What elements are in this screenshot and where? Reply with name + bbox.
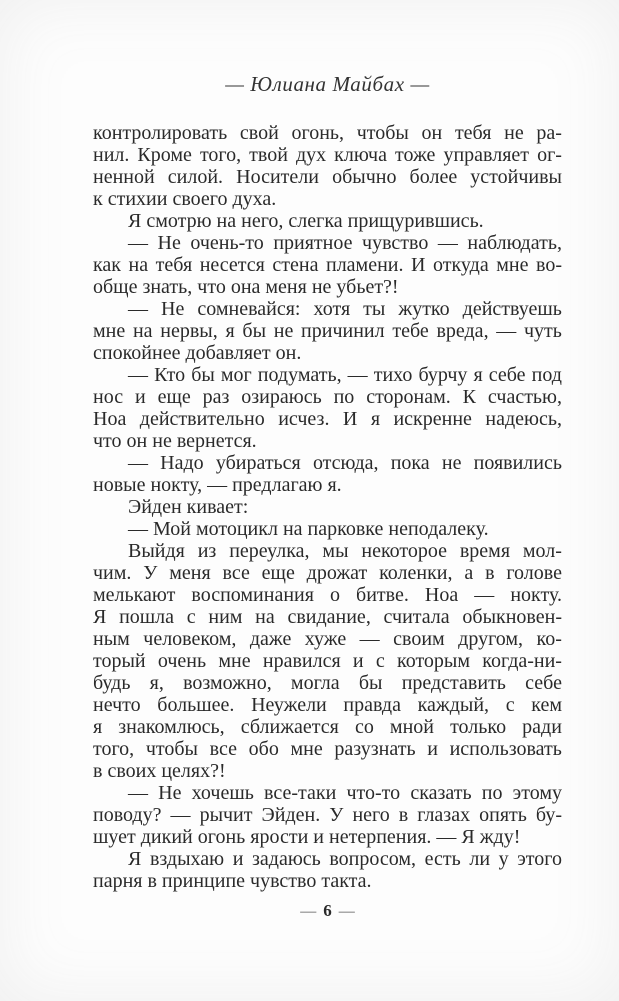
word: счастью, xyxy=(487,386,562,408)
word: сказать xyxy=(410,782,472,804)
word: бу- xyxy=(535,804,562,826)
word: К xyxy=(462,386,477,408)
word: надеюсь, xyxy=(485,408,562,430)
text-line xyxy=(93,298,562,320)
word: мной xyxy=(389,716,434,738)
word: откуда xyxy=(433,254,489,276)
word: сомневайся: xyxy=(197,298,301,320)
text-line xyxy=(93,364,562,386)
word: все xyxy=(222,562,250,584)
text-line xyxy=(93,694,562,716)
word: использовать xyxy=(449,738,562,760)
word: рычит xyxy=(199,804,253,826)
word: чим. xyxy=(93,562,132,584)
word: бы xyxy=(242,320,267,342)
word: Выйдя xyxy=(128,540,185,562)
text-line: шует дикий огонь ярости и нетерпения. — Я жду! xyxy=(93,826,521,848)
word: тихо xyxy=(373,364,413,386)
word: подумать, xyxy=(257,364,342,386)
word: Кроме xyxy=(137,144,192,166)
word: когда-ни- xyxy=(482,650,562,672)
word: под xyxy=(531,364,562,386)
word: того, xyxy=(199,144,242,166)
word: кем xyxy=(531,694,562,716)
word: ра- xyxy=(536,122,562,144)
word: все xyxy=(209,738,237,760)
text-line xyxy=(93,452,562,474)
text-line xyxy=(93,782,562,804)
word: я xyxy=(473,364,483,386)
word: стена xyxy=(272,254,319,276)
word: Кто xyxy=(154,364,186,386)
word: будь xyxy=(93,672,131,694)
word: И xyxy=(411,254,426,276)
word: Я xyxy=(93,606,107,628)
text-line xyxy=(93,606,562,628)
word: управляет xyxy=(443,144,530,166)
word: человеком, xyxy=(143,628,237,650)
text-line xyxy=(93,650,562,672)
word: каждый, xyxy=(417,694,490,716)
text-line xyxy=(93,738,562,760)
text-line: новые нокту, — предлагаю я. xyxy=(93,474,342,496)
word: ненной xyxy=(93,166,155,188)
word: наблюдать, xyxy=(467,232,562,254)
footer-page-number: 6 xyxy=(323,901,332,920)
text-line xyxy=(93,628,562,650)
word: хотя xyxy=(313,298,351,320)
word: твой xyxy=(249,144,288,166)
word: поводу? xyxy=(93,804,162,826)
page-body-text xyxy=(93,122,562,892)
word: дрожат xyxy=(306,562,368,584)
word: меня xyxy=(169,562,211,584)
word: пока xyxy=(390,452,430,474)
word: в xyxy=(485,562,495,584)
text-line: Я смотрю на него, слегка прищурившись. xyxy=(128,210,484,232)
word: даже xyxy=(249,628,292,650)
word: о xyxy=(330,584,340,606)
word: свидание, xyxy=(287,606,371,628)
word: вреда, xyxy=(436,320,489,342)
word: я xyxy=(225,320,235,342)
word: и xyxy=(352,650,364,672)
text-line: обще знать, что она меня не убьет?! xyxy=(93,276,399,298)
word: нос xyxy=(93,386,124,408)
text-line xyxy=(93,804,562,826)
word: Надо xyxy=(160,452,204,474)
word: дух xyxy=(295,144,327,166)
word: причинил xyxy=(301,320,385,342)
word: Носители xyxy=(236,166,319,188)
text-line xyxy=(93,562,562,584)
word: себе xyxy=(525,672,562,694)
word: и xyxy=(232,848,244,870)
word: с xyxy=(375,650,385,672)
word: — xyxy=(359,628,380,650)
word: чуть xyxy=(524,320,562,342)
word: ог- xyxy=(537,144,562,166)
word: огонь, xyxy=(291,122,345,144)
word: чтобы xyxy=(145,738,198,760)
word: ним xyxy=(208,606,243,628)
text-line xyxy=(93,386,562,408)
word: нечто xyxy=(93,694,141,716)
word: во- xyxy=(536,254,562,276)
word: и xyxy=(427,738,438,760)
word: — xyxy=(170,804,191,826)
word: действительно xyxy=(139,408,265,430)
word: Ноа xyxy=(424,584,459,606)
word: ным xyxy=(93,628,130,650)
text-line: что он не вернется. xyxy=(93,430,257,452)
word: я xyxy=(93,716,103,738)
word: — xyxy=(496,320,517,342)
word: нервы, xyxy=(160,320,218,342)
word: свой xyxy=(239,122,279,144)
footer-dash-right: — xyxy=(338,903,355,920)
word: мог xyxy=(220,364,252,386)
word: искренне xyxy=(393,408,472,430)
word: в xyxy=(398,804,409,826)
word: с xyxy=(505,694,515,716)
word: мне xyxy=(218,650,251,672)
word: действуешь xyxy=(462,298,562,320)
word: ко- xyxy=(536,628,562,650)
word: — xyxy=(128,452,148,474)
word: приятное xyxy=(273,232,353,254)
word: очень-то xyxy=(190,232,264,254)
word: вопросом, xyxy=(329,848,417,870)
word: пламени. xyxy=(325,254,404,276)
word: этому xyxy=(512,782,562,804)
word: я, xyxy=(149,672,164,694)
word: более xyxy=(409,166,458,188)
word: голове xyxy=(506,562,562,584)
word: этого xyxy=(517,848,562,870)
word: считала xyxy=(383,606,450,628)
text-line xyxy=(93,166,562,188)
word: битве. xyxy=(356,584,409,606)
word: время xyxy=(459,540,511,562)
word: появились xyxy=(473,452,562,474)
word: не xyxy=(504,122,524,144)
text-line xyxy=(93,254,562,276)
word: несется xyxy=(199,254,265,276)
word: обо xyxy=(248,738,279,760)
text-line xyxy=(93,122,562,144)
word: него xyxy=(352,804,390,826)
word: устойчивы xyxy=(470,166,562,188)
text-line: к стихии своего духа. xyxy=(93,188,277,210)
word: Эйден. xyxy=(261,804,321,826)
word: пошла xyxy=(119,606,175,628)
word: И xyxy=(342,408,358,430)
running-header-author: — Юлиана Майбах — xyxy=(225,72,430,96)
word: тебе xyxy=(392,320,429,342)
word: своим xyxy=(393,628,445,650)
word: тоже xyxy=(395,144,436,166)
word: отсюда, xyxy=(312,452,379,474)
word: со xyxy=(354,716,374,738)
word: коленки, xyxy=(379,562,453,584)
footer-dash-left: — xyxy=(300,903,317,920)
word: воспоминания xyxy=(191,584,314,606)
word: бы xyxy=(358,672,383,694)
word: — xyxy=(128,298,148,320)
word: не xyxy=(273,320,294,342)
word: Неужели xyxy=(251,694,327,716)
word: с xyxy=(186,606,196,628)
word: задаюсь xyxy=(251,848,321,870)
text-line xyxy=(93,584,562,606)
word: мол- xyxy=(522,540,562,562)
text-line xyxy=(93,848,562,870)
word: чтобы xyxy=(356,122,409,144)
word: нравился xyxy=(262,650,341,672)
word: представить xyxy=(401,672,506,694)
word: которым xyxy=(397,650,471,672)
word: опять xyxy=(479,804,527,826)
text-line xyxy=(93,716,562,738)
text-line: парня в принципе чувство такта. xyxy=(93,870,372,892)
word: Не xyxy=(158,782,182,804)
word: другом, xyxy=(458,628,524,650)
word: ради xyxy=(522,716,562,738)
word: — xyxy=(437,232,458,254)
word: и xyxy=(134,386,146,408)
word: нил. xyxy=(93,144,130,166)
word: возможно, xyxy=(183,672,272,694)
word: — xyxy=(347,364,368,386)
word: У xyxy=(329,804,344,826)
word: озираюсь xyxy=(241,386,322,408)
word: у xyxy=(498,848,509,870)
word: тебя xyxy=(454,122,492,144)
word: он xyxy=(421,122,443,144)
word: силой. xyxy=(167,166,224,188)
word: жутко xyxy=(398,298,450,320)
text-line: в своих целях?! xyxy=(93,760,226,782)
word: торый xyxy=(93,650,146,672)
word: только xyxy=(450,716,507,738)
word: знакомлюсь, xyxy=(118,716,225,738)
word: все-таки xyxy=(264,782,337,804)
word: — xyxy=(128,232,148,254)
word: что-то xyxy=(346,782,401,804)
word: — xyxy=(128,782,148,804)
word: хуже xyxy=(304,628,347,650)
word: тебя xyxy=(155,254,193,276)
text-line xyxy=(93,232,562,254)
word: бы xyxy=(191,364,215,386)
text-line xyxy=(93,408,562,430)
word: нокту. xyxy=(510,584,562,606)
word: я xyxy=(370,408,381,430)
word: а xyxy=(464,562,474,584)
word: на xyxy=(128,254,149,276)
word: на xyxy=(132,320,153,342)
word: себе xyxy=(488,364,526,386)
word: глазах xyxy=(417,804,471,826)
word: ты xyxy=(363,298,386,320)
word: чувство xyxy=(362,232,429,254)
word: бурчу xyxy=(418,364,468,386)
word: не xyxy=(441,452,462,474)
word: ключа xyxy=(334,144,387,166)
word: мне xyxy=(290,738,323,760)
text-line: Эйден кивает: xyxy=(128,496,249,518)
word: еще xyxy=(261,562,295,584)
word: мне xyxy=(93,320,126,342)
word: как xyxy=(93,254,122,276)
word: из xyxy=(197,540,217,562)
text-line: спокойнее добавляет он. xyxy=(93,342,302,364)
word: большее. xyxy=(157,694,235,716)
word: вздыхаю xyxy=(149,848,225,870)
word: ли xyxy=(469,848,491,870)
page-number-footer xyxy=(93,901,562,921)
word: разузнать xyxy=(334,738,416,760)
word: — xyxy=(128,364,148,386)
word: Не xyxy=(157,232,181,254)
word: мне xyxy=(496,254,529,276)
text-line xyxy=(93,540,562,562)
word: могла xyxy=(290,672,340,694)
word: контролировать xyxy=(93,122,228,144)
word: мы xyxy=(322,540,349,562)
word: исчез. xyxy=(278,408,330,430)
word: хочешь xyxy=(191,782,254,804)
word: правда xyxy=(343,694,401,716)
word: того, xyxy=(93,738,135,760)
word: Не xyxy=(161,298,185,320)
word: по xyxy=(481,782,503,804)
word: мелькают xyxy=(93,584,176,606)
word: на xyxy=(255,606,275,628)
word: по xyxy=(333,386,355,408)
word: сближается xyxy=(240,716,339,738)
text-line: — Мой мотоцикл на парковке неподалеку. xyxy=(128,518,489,540)
word: убираться xyxy=(215,452,301,474)
word: — xyxy=(474,584,495,606)
word: Я xyxy=(128,848,142,870)
word: очень xyxy=(157,650,207,672)
word: Ноа xyxy=(93,408,127,430)
text-line xyxy=(93,672,562,694)
word: раз xyxy=(202,386,230,408)
word: сторонам. xyxy=(366,386,451,408)
word: обыкновен- xyxy=(462,606,562,628)
word: У xyxy=(143,562,158,584)
word: некоторое xyxy=(361,540,447,562)
word: переулка, xyxy=(229,540,310,562)
text-line xyxy=(93,144,562,166)
word: есть xyxy=(424,848,461,870)
text-line xyxy=(93,320,562,342)
word: еще xyxy=(157,386,191,408)
word: обычно xyxy=(332,166,397,188)
